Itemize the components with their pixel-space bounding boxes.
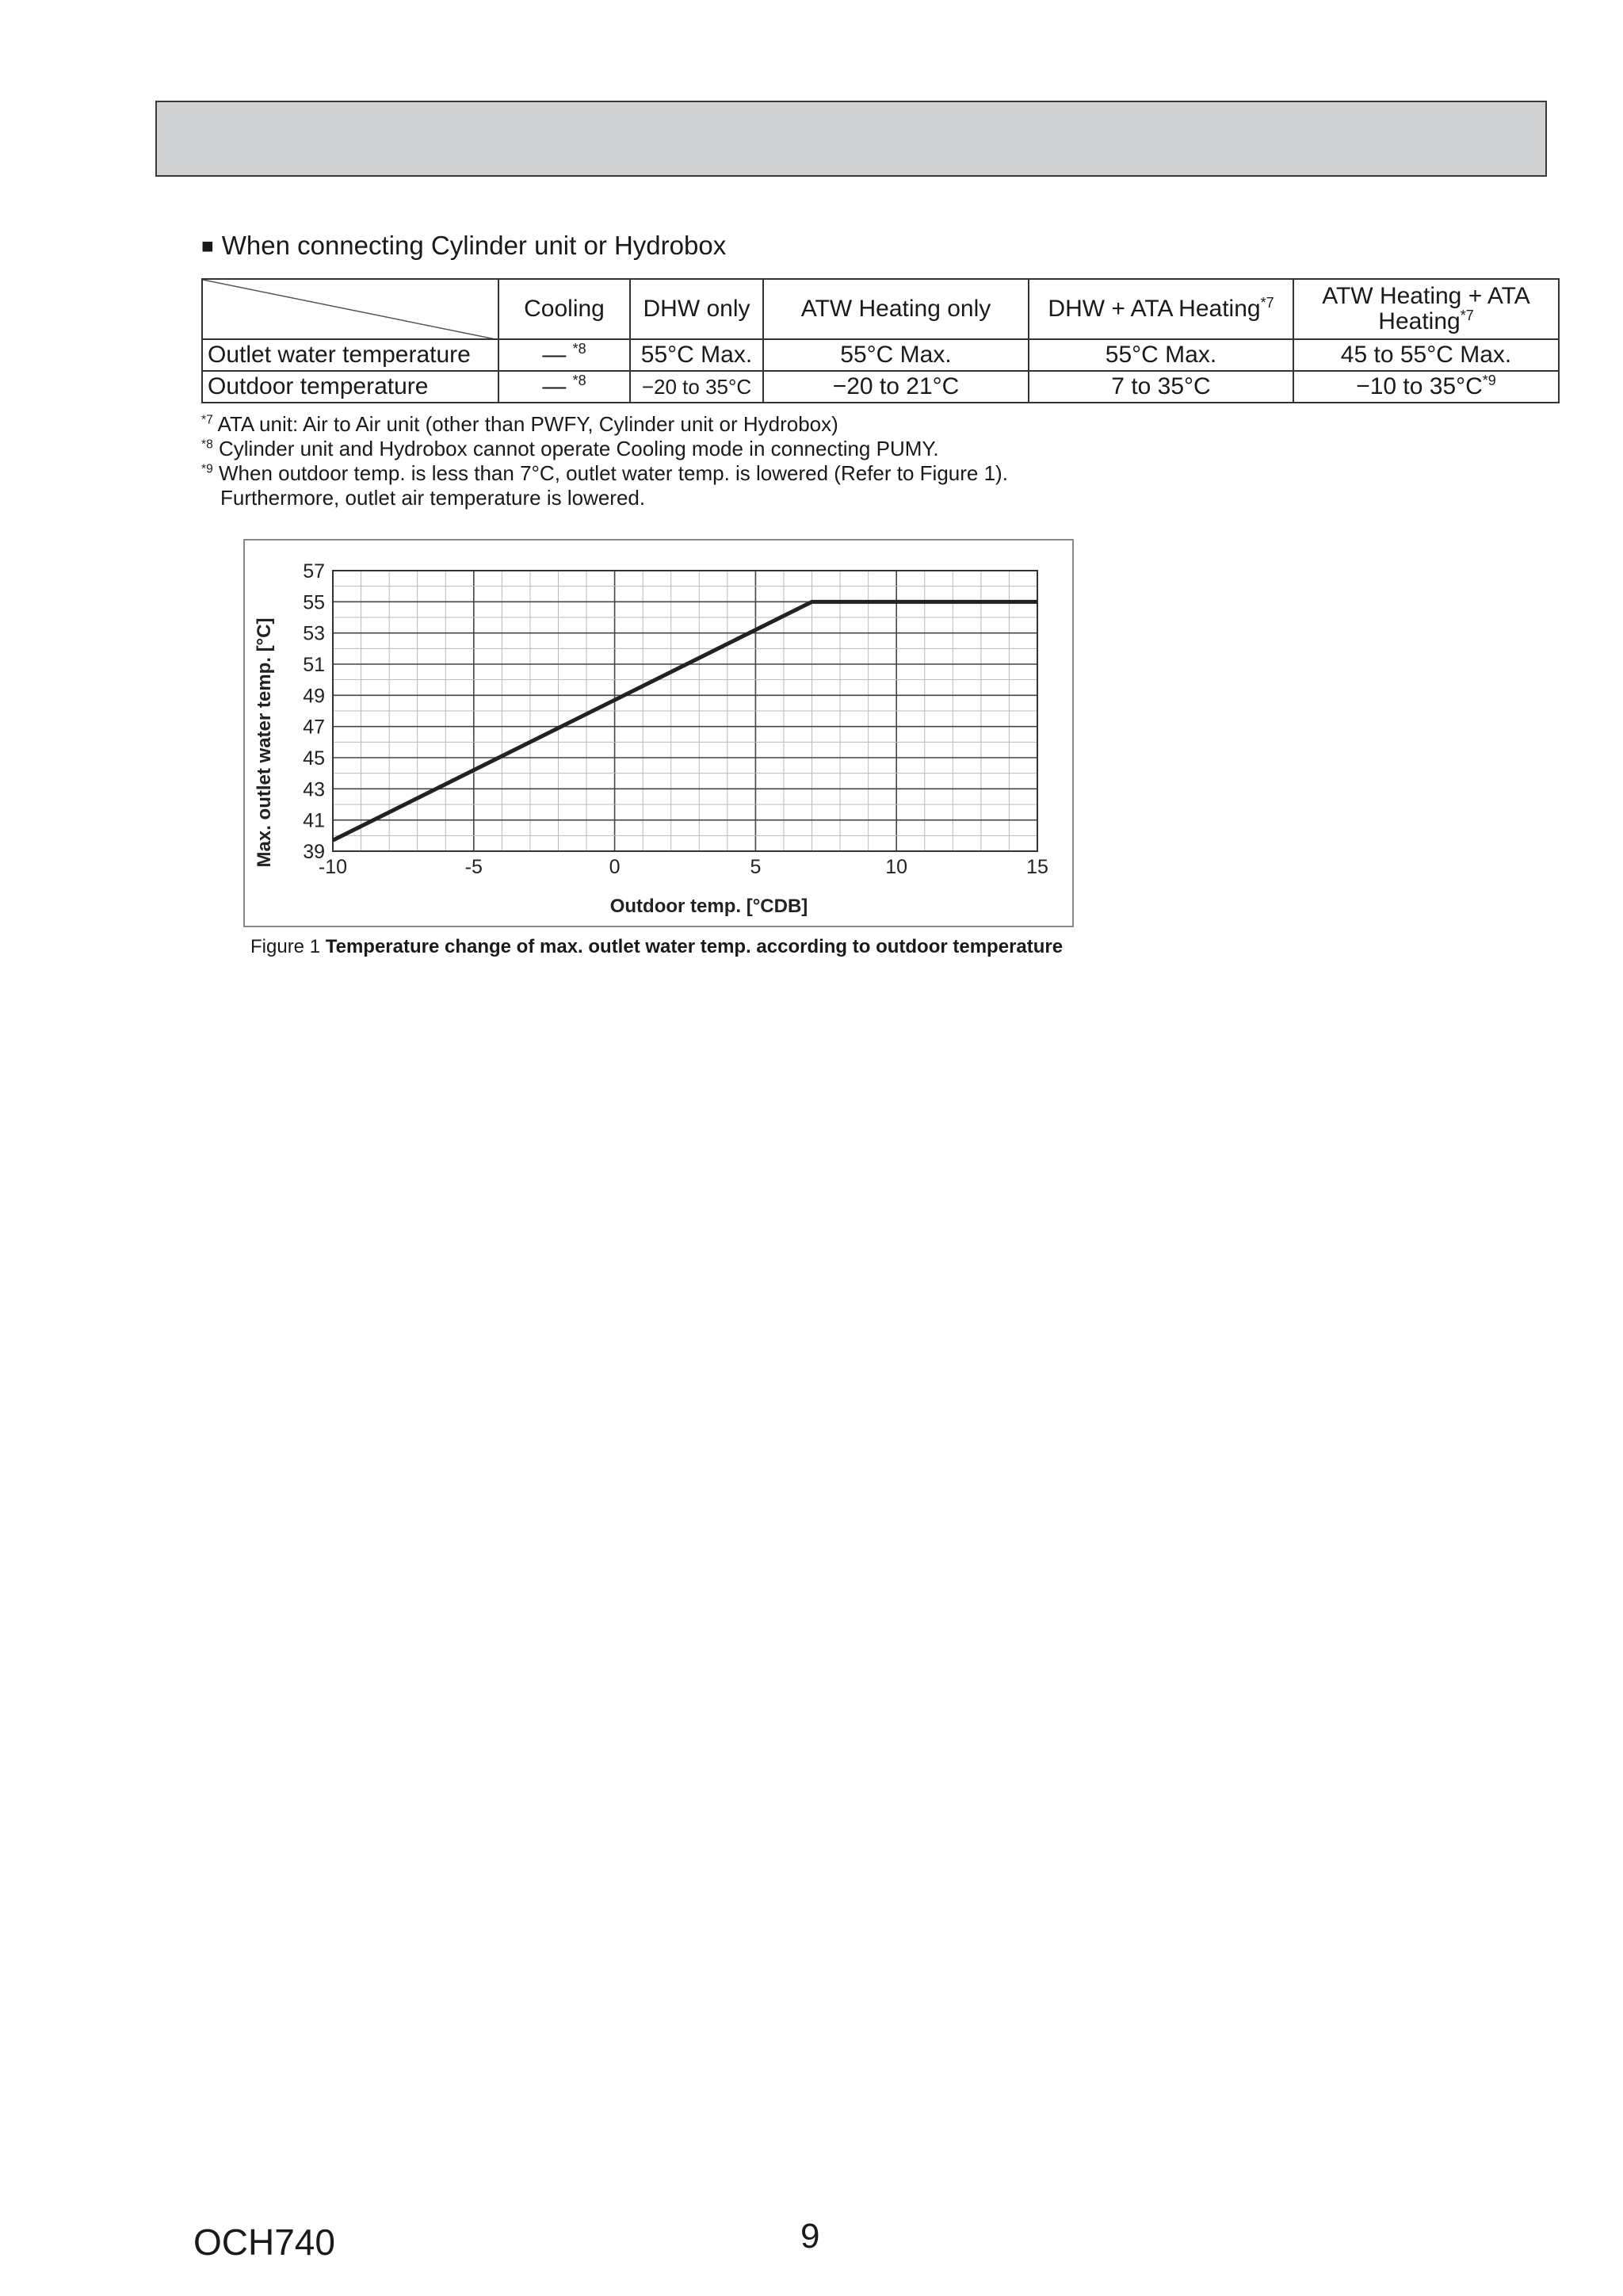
footnote-9: $^{*9}$ When outdoor temp. is less than 7°C, outlet water temp. is lowered (Refer to Figure 1). <box>201 461 1008 485</box>
figure-1-box <box>243 539 1074 927</box>
table-row <box>202 339 1559 371</box>
y-tick-label: 53 <box>303 622 325 645</box>
table-header-row <box>202 279 1559 339</box>
corner-cell <box>202 279 498 339</box>
cell-outdoor-atw-ata: −10 to $35^\circ C^{*9}$ <box>1293 371 1559 403</box>
y-tick-label: 39 <box>303 841 325 863</box>
col-header-atw-heating-only: ATW Heating only <box>763 279 1029 339</box>
x-tick-label: 5 <box>750 856 762 878</box>
section-heading <box>201 230 726 263</box>
cell-outlet-dhw: 55°C Max. <box>630 339 763 371</box>
caption-prefix: Figure 1 <box>250 936 321 957</box>
conditions-table <box>201 278 1560 403</box>
y-tick-label: 47 <box>303 716 325 739</box>
y-tick-label: 57 <box>303 560 325 583</box>
footnote-7: $^{*7}$ ATA unit: Air to Air unit (other than PWFY, Cylinder unit or Hydrobox) <box>201 412 838 436</box>
cell-outdoor-dhw-ata: 7 to 35°C <box>1029 371 1293 403</box>
diagonal-divider <box>203 280 498 339</box>
x-tick-label: 0 <box>609 856 621 878</box>
y-tick-label: 55 <box>303 591 325 614</box>
square-bullet-icon: ■ <box>201 234 214 258</box>
y-axis-label: Max. outlet water temp. [°C] <box>254 617 275 868</box>
caption-text: Temperature change of max. outlet water temp. according to outdoor temperature <box>325 936 1064 957</box>
row-label-outlet-water: Outlet water temperature <box>202 339 498 371</box>
x-tick-label: -10 <box>318 856 348 878</box>
footnote-continuation: Furthermore, outlet air temperature is lowered. <box>220 486 646 510</box>
y-tick-label: 41 <box>303 809 325 832</box>
y-tick-label: 51 <box>303 654 325 676</box>
x-tick-label: 10 <box>885 856 908 878</box>
col-header-cooling: Cooling <box>498 279 630 339</box>
page-number: 9 <box>800 2217 820 2256</box>
header-band <box>155 101 1547 177</box>
y-tick-label: 43 <box>303 778 325 801</box>
outlet-temp-chart <box>245 541 1072 926</box>
col-header-dhw-only: DHW only <box>630 279 763 339</box>
cell-outlet-atw-ata: 45 to 55°C Max. <box>1293 339 1559 371</box>
cell-outdoor-dhw: −20 to 35°C <box>630 371 763 403</box>
cell-outlet-cooling: — $^{*8}$ <box>498 339 630 371</box>
footnote-8: $^{*8}$ Cylinder unit and Hydrobox cannot operate Cooling mode in connecting PUMY. <box>201 437 939 460</box>
cell-outlet-atw: 55°C Max. <box>763 339 1029 371</box>
y-tick-label: 49 <box>303 685 325 708</box>
col-header-atw-ata-heating: ATW Heating + ATA Heating$^{*7}$ <box>1293 279 1559 339</box>
cell-outdoor-cooling: — $^{*8}$ <box>498 371 630 403</box>
figure-caption <box>250 935 1063 959</box>
col-header-dhw-ata-heating: DHW + ATA Heating$^{*7}$ <box>1029 279 1293 339</box>
cell-outdoor-atw: −20 to 21°C <box>763 371 1029 403</box>
x-tick-label: 15 <box>1026 856 1048 878</box>
cell-outlet-dhw-ata: 55°C Max. <box>1029 339 1293 371</box>
footnotes <box>201 412 1008 510</box>
section-heading-text: When connecting Cylinder unit or Hydrobox <box>221 231 727 260</box>
x-axis-label: Outdoor temp. [°CDB] <box>609 896 808 917</box>
document-code: OCH740 <box>193 2222 335 2263</box>
x-tick-label: -5 <box>464 856 483 878</box>
table-row <box>202 371 1559 403</box>
y-tick-label: 45 <box>303 747 325 770</box>
row-label-outdoor: Outdoor temperature <box>202 371 498 403</box>
